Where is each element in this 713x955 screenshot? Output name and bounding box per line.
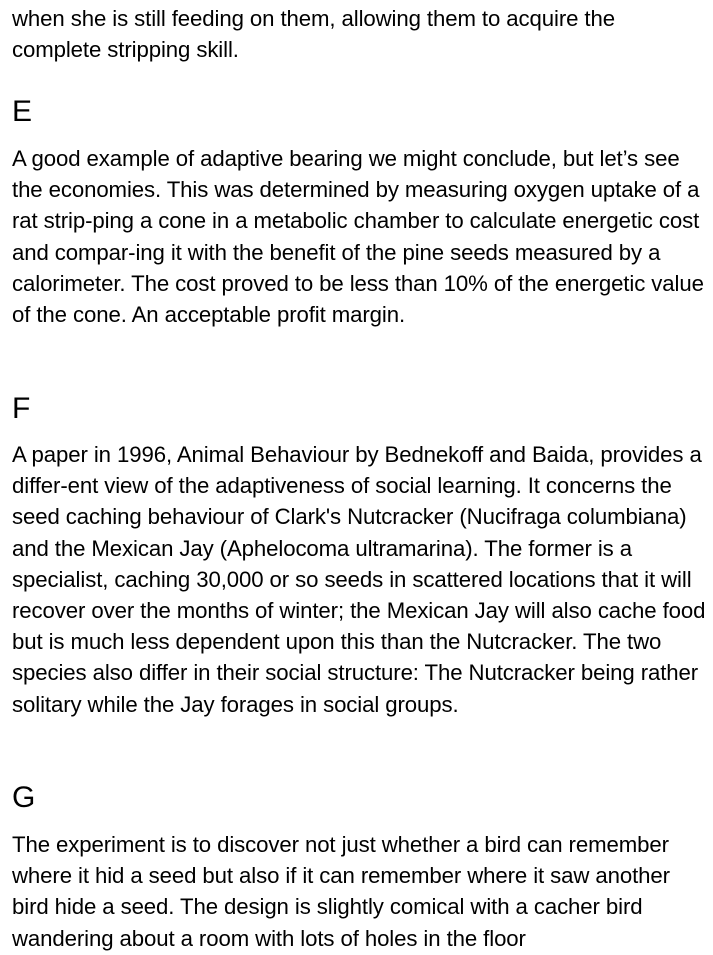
paragraph-e: A good example of adaptive bearing we might conclude, but let’s see the economies. This was determined by measuring oxygen uptake of a rat strip-ping a cone in a metabolic chamber to calculate energetic cost and compar-ing it with the benefit of the pine seeds measured by a calorimeter. The cost proved to be less than 10% of the energetic value of the cone. An acceptable profit margin. (12, 146, 704, 328)
section-heading-f: F (12, 392, 31, 425)
paragraph-intro-tail: when she is still feeding on them, allowing them to acquire the complete stripping skill. (12, 6, 615, 63)
paragraph-f: A paper in 1996, Animal Behaviour by Bednekoff and Baida, provides a differ-ent view of the adaptiveness of social learning. It concerns the seed caching behaviour of Clark's Nutcracker (Nucifraga columbiana) and the Mexican Jay (Aphelocoma ultramarina). The former is a specialist, caching 30,000 or so seeds in scattered locations that it will recover over the months of winter; the Mexican Jay will also cache food but is much less dependent upon this than the Nutcracker. The two species also differ in their social structure: The Nutcracker being rather solitary while the Jay forages in social groups. (12, 442, 706, 717)
paragraph-g: The experiment is to discover not just whether a bird can remember where it hid a seed but also if it can remember where it saw another bird hide a seed. The design is slightly comical with a cacher bird wandering about a room with lots of holes in the floor (12, 832, 670, 951)
section-heading-e: E (12, 95, 33, 128)
section-heading-g: G (12, 781, 36, 814)
